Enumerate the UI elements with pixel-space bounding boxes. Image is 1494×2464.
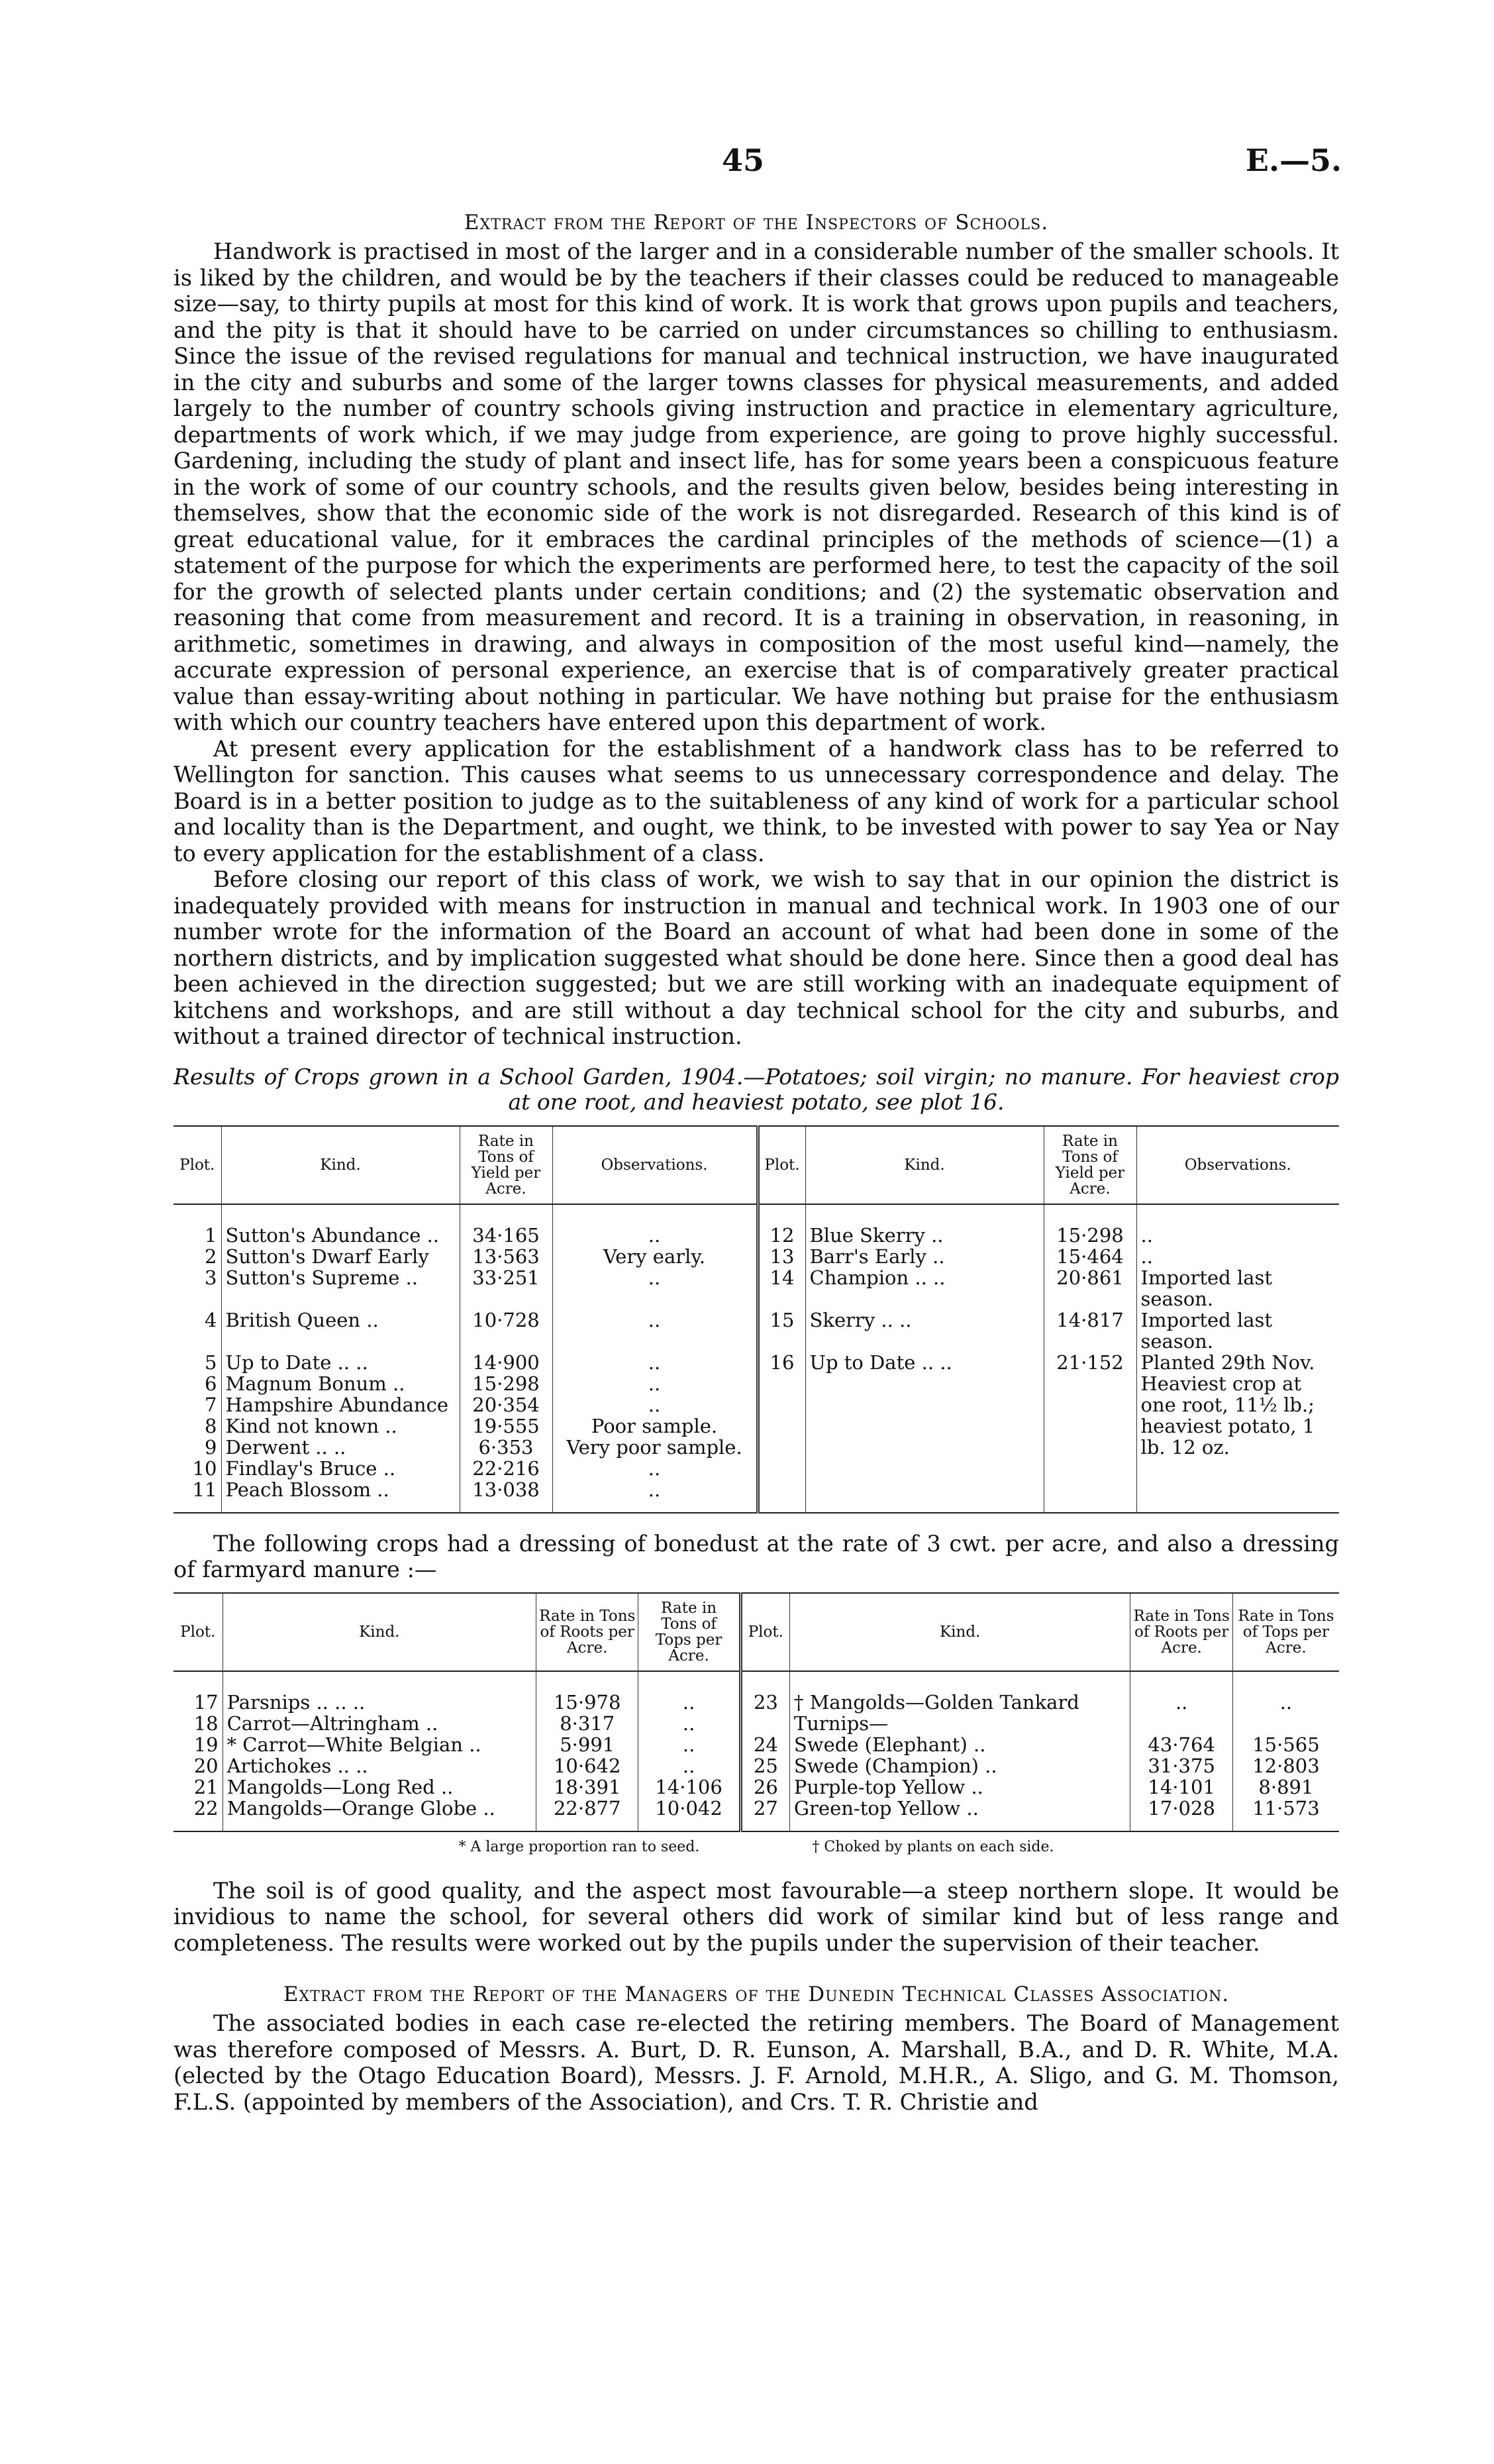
table2-footnotes [174,1839,1339,1855]
potato-results-table [174,1125,1339,1514]
observation: Poor sample. [552,1415,758,1437]
empty-cell [1044,1415,1136,1437]
kind-name: Purple-top Yellow .. [789,1776,1130,1798]
yield-rate: 14·817 [1044,1309,1136,1352]
roots-rate: 43·764 [1130,1734,1232,1755]
yield-rate: 13·038 [460,1479,552,1513]
footnote-dagger: † Choked by plants on each side. [812,1838,1054,1855]
tops-rate: 8·891 [1232,1776,1339,1798]
table-row [174,1204,1339,1246]
roots-rate [1130,1713,1232,1734]
inspectors-paragraph-1: Handwork is practised in most of the larger and in a considerable number of the smaller schools. It is liked by the children, and would be by the teachers if their classes could be reduced to manageable size—say, to thirty pupils at most for this kind of work. It is work that grows upon pupils and teachers, and the pity is that it should have to be carried on under circumstances so chilling to enthusiasm. Since the issue of the revised regulations for manual and technical instruction, we have inaugurated in the city and suburbs and some of the larger towns classes for physical measurements, and added largely to the number of country schools giving instruction and practice in elementary agriculture, departments of work which, if we may judge from experience, are going to prove highly successful. Gardening, including the study of plant and insect life, has for some years been a conspicuous feature in the work of some of our country schools, and the results given below, besides being interesting in themselves, show that the economic side of the work is not disregarded. Research of this kind is of great educational value, for it embraces the cardinal principles of the methods of science—(1) a statement of the purpose for which the experiments are performed here, to test the capacity of the soil for the growth of selected plants under certain conditions; and (2) the systematic observation and reasoning that come from measurement and record. It is a training in observation, in reasoning, in arithmetic, sometimes in drawing, and always in composition of the most useful kind—namely, the accurate expression of personal experience, an exercise that is of comparatively greater practical value than essay-writing about nothing in particular. We have nothing but praise for the enthusiasm with which our country teachers have entered upon this department of work. [174,238,1339,735]
table1-header-rate: Rate in Tons of Yield per Acre. [460,1126,552,1204]
plot-number: 25 [740,1755,789,1776]
yield-rate: 14·900 [460,1352,552,1373]
yield-rate: 15·298 [1044,1204,1136,1246]
observation: .. [1136,1204,1339,1246]
plot-number: 13 [758,1246,805,1267]
yield-rate: 20·354 [460,1394,552,1415]
plot-number: 4 [205,1308,217,1331]
empty-cell [805,1415,1044,1437]
kind-name: * Carrot—White Belgian .. [223,1734,536,1755]
tops-rate: 15·565 [1232,1734,1339,1755]
table1-header-kind-2: Kind. [805,1126,1044,1204]
observation: Very early. [552,1246,758,1267]
table-row [174,1671,1339,1713]
tops-rate: 12·803 [1232,1755,1339,1776]
observation: .. [552,1479,758,1513]
plot-number: 17 [193,1690,219,1714]
table2-header-tops: Rate in Tons of Tops per Acre. [638,1593,740,1671]
empty-cell [758,1373,805,1394]
inspectors-paragraph-2: At present every application for the establishment of a handwork class has to be referred to Wellington for sanction. This causes what seems to us unnecessary correspondence and delay. The Board is in a better position to judge as to the suitableness of any kind of work for a particular school and locality than is the Department, and ought, we think, to be invested with power to say Yea or Nay to every application for the establishment of a class. [174,735,1339,866]
plot-number: 16 [758,1352,805,1373]
table1-header-kind: Kind. [221,1126,460,1204]
table1-header-plot-2: Plot. [758,1126,805,1204]
tops-rate: .. [1232,1671,1339,1713]
table2-header-kind-2: Kind. [789,1593,1130,1671]
empty-cell [1044,1394,1136,1415]
empty-cell [1044,1437,1136,1458]
empty-cell [758,1458,805,1479]
page-reference: E.—5. [1245,142,1342,178]
kind-name: Turnips— [789,1713,1130,1734]
roots-rate: 17·028 [1130,1798,1232,1831]
plot-number: 9 [205,1435,217,1459]
empty-cell [805,1479,1044,1513]
plot-number: 7 [205,1393,217,1416]
empty-cell [1044,1479,1136,1513]
kind-name: Swede (Champion) .. [789,1755,1130,1776]
plot-number: 20 [193,1754,219,1777]
page-header [0,142,1494,189]
table2-header-tops-2: Rate in Tons of Tops per Acre. [1232,1593,1339,1671]
plot-number: 15 [758,1309,805,1352]
yield-rate: 13·563 [460,1246,552,1267]
observation: .. [552,1394,758,1415]
kind-name: Barr's Early .. [805,1246,1044,1267]
plot-number: 14 [758,1267,805,1309]
table2-intro: The following crops had a dressing of bonedust at the rate of 3 cwt. per acre, and also a dressing of farmyard manure :— [174,1530,1339,1582]
plot-number: 1 [205,1223,217,1247]
manured-crops-table [174,1592,1339,1832]
plot-number: 21 [193,1775,219,1798]
table-row [174,1734,1339,1755]
roots-rate: 31·375 [1130,1755,1232,1776]
table-row [174,1246,1339,1267]
roots-rate: 14·101 [1130,1776,1232,1798]
observation: .. [552,1373,758,1394]
observation: Imported last season. [1136,1309,1339,1352]
roots-rate: 10·642 [536,1755,638,1776]
table2-header-kind: Kind. [223,1593,536,1671]
yield-rate: 22·216 [460,1458,552,1479]
kind-name: Up to Date .. .. [805,1352,1044,1373]
plot-number: 8 [205,1414,217,1437]
table1-header-rate-2: Rate in Tons of Yield per Acre. [1044,1126,1136,1204]
observation: .. [1136,1246,1339,1267]
tops-rate: 11·573 [1232,1798,1339,1831]
plot-number: 27 [740,1798,789,1831]
empty-cell [805,1458,1044,1479]
roots-rate: .. [1130,1671,1232,1713]
observation: Planted 29th Nov. Heaviest crop at one root, 11½ lb.; heaviest potato, 1 lb. 12 oz. [1136,1352,1339,1513]
kind-name: Hampshire Abundance [221,1394,460,1415]
tops-rate: .. [638,1755,740,1776]
kind-name: Mangolds—Long Red .. [223,1776,536,1798]
kind-name: Sutton's Abundance .. [221,1204,460,1246]
plot-number: 11 [192,1478,217,1501]
roots-rate: 22·877 [536,1798,638,1831]
table1-header-row [174,1126,1339,1204]
yield-rate: 33·251 [460,1267,552,1309]
yield-rate: 21·152 [1044,1352,1136,1373]
yield-rate: 19·555 [460,1415,552,1437]
empty-cell [758,1479,805,1513]
yield-rate: 15·464 [1044,1246,1136,1267]
kind-name: Derwent .. .. [221,1437,460,1458]
empty-cell [1044,1373,1136,1394]
tops-rate: .. [638,1713,740,1734]
table2-header-plot: Plot. [180,1623,216,1641]
page-body [174,205,1339,2115]
plot-number: 3 [205,1266,217,1289]
tops-rate: .. [638,1671,740,1713]
kind-name: Carrot—Altringham .. [223,1713,536,1734]
plot-number: 2 [205,1245,217,1268]
kind-name: Kind not known .. [221,1415,460,1437]
plot-number: 22 [193,1796,219,1820]
plot-number: 19 [193,1733,219,1756]
kind-name: Champion .. .. [805,1267,1044,1309]
roots-rate: 8·317 [536,1713,638,1734]
kind-name: Magnum Bonum .. [221,1373,460,1394]
table1-caption: Results of Crops grown in a School Garden, 1904.—Potatoes; soil virgin; no manure. For heaviest crop at one root, and heaviest potato, see plot 16. [174,1063,1339,1115]
plot-number: 24 [740,1734,789,1755]
table2-header-row [174,1593,1339,1671]
empty-cell [805,1373,1044,1394]
kind-name: Peach Blossom .. [221,1479,460,1513]
tops-rate [1232,1713,1339,1734]
table1-header-observations-2: Observations. [1136,1126,1339,1204]
empty-cell [758,1415,805,1437]
kind-name: Mangolds—Orange Globe .. [223,1798,536,1831]
yield-rate: 20·861 [1044,1267,1136,1309]
roots-rate: 18·391 [536,1776,638,1798]
kind-name: † Mangolds—Golden Tankard [789,1671,1130,1713]
managers-heading: Extract from the Report of the Managers of the Dunedin Technical Classes Association. [283,1982,1230,2006]
plot-number: 18 [193,1712,219,1735]
table-row [174,1267,1339,1309]
table-row [174,1309,1339,1352]
observation: .. [552,1309,758,1352]
kind-name: Parsnips .. .. .. [223,1671,536,1713]
plot-number: 12 [758,1204,805,1246]
table1-header-observations: Observations. [552,1126,758,1204]
yield-rate: 10·728 [460,1309,552,1352]
empty-cell [805,1394,1044,1415]
kind-name: Blue Skerry .. [805,1204,1044,1246]
tops-rate: 14·106 [638,1776,740,1798]
empty-cell [758,1437,805,1458]
observation: Imported last season. [1136,1267,1339,1309]
kind-name: Skerry .. .. [805,1309,1044,1352]
plot-number: 23 [740,1671,789,1713]
page-number: 45 [722,142,765,178]
yield-rate: 34·165 [460,1204,552,1246]
kind-name: Green-top Yellow .. [789,1798,1130,1831]
table2-header-roots-2: Rate in Tons of Roots per Acre. [1130,1593,1232,1671]
kind-name: Swede (Elephant) .. [789,1734,1130,1755]
observation: .. [552,1204,758,1246]
kind-name: Artichokes .. .. [223,1755,536,1776]
inspectors-paragraph-3: Before closing our report of this class of work, we wish to say that in our opinion the district is inadequately provided with means for instruction in manual and technical work. In 1903 one of our number wrote for the information of the Board an account of what had been done in some of the northern districts, and by implication suggested what should be done here. Since then a good deal has been achieved in the direction suggested; but we are still working with an inadequate equipment of kitchens and workshops, and are still without a day technical school for the city and suburbs, and without a trained director of technical instruction. [174,866,1339,1049]
kind-name: Sutton's Dwarf Early [221,1246,460,1267]
table1-header-plot: Plot. [179,1156,215,1174]
observation: .. [552,1458,758,1479]
kind-name: Findlay's Bruce .. [221,1458,460,1479]
plot-number [740,1713,789,1734]
yield-rate: 6·353 [460,1437,552,1458]
plot-number: 6 [205,1372,217,1395]
table-row [174,1755,1339,1776]
table-row [174,1713,1339,1734]
empty-cell [1044,1458,1136,1479]
table2-header-plot-2: Plot. [740,1593,789,1671]
tops-rate: 10·042 [638,1798,740,1831]
empty-cell [805,1437,1044,1458]
managers-paragraph: The associated bodies in each case re-elected the retiring members. The Board of Management was therefore composed of Messrs. A. Burt, D. R. Eunson, A. Marshall, B.A., and D. R. White, M.A. (elected by the Otago Education Board), Messrs. J. F. Arnold, M.H.R., A. Sligo, and G. M. Thomson, F.L.S. (appointed by members of the Association), and Crs. T. R. Christie and [174,2010,1339,2115]
plot-number: 10 [192,1457,217,1480]
table-row [174,1352,1339,1373]
observation: Very poor sample. [552,1437,758,1458]
inspectors-heading: Extract from the Report of the Inspectors of Schools. [464,211,1049,234]
kind-name: Sutton's Supreme .. [221,1267,460,1309]
observation: .. [552,1267,758,1309]
empty-cell [758,1394,805,1415]
table-row [174,1776,1339,1798]
tops-rate: .. [638,1734,740,1755]
plot-number: 26 [740,1776,789,1798]
roots-rate: 5·991 [536,1734,638,1755]
yield-rate: 15·298 [460,1373,552,1394]
observation: .. [552,1352,758,1373]
kind-name: British Queen .. [221,1309,460,1352]
roots-rate: 15·978 [536,1671,638,1713]
footnote-asterisk: * A large proportion ran to seed. [458,1838,700,1855]
closing-paragraph: The soil is of good quality, and the aspect most favourable—a steep northern slope. It would be invidious to name the school, for several others did work of similar kind but of less range and completeness. The results were worked out by the pupils under the supervision of their teacher. [174,1877,1339,1956]
table-row [174,1798,1339,1831]
plot-number: 5 [205,1351,217,1374]
kind-name: Up to Date .. .. [221,1352,460,1373]
table2-header-roots: Rate in Tons of Roots per Acre. [536,1593,638,1671]
